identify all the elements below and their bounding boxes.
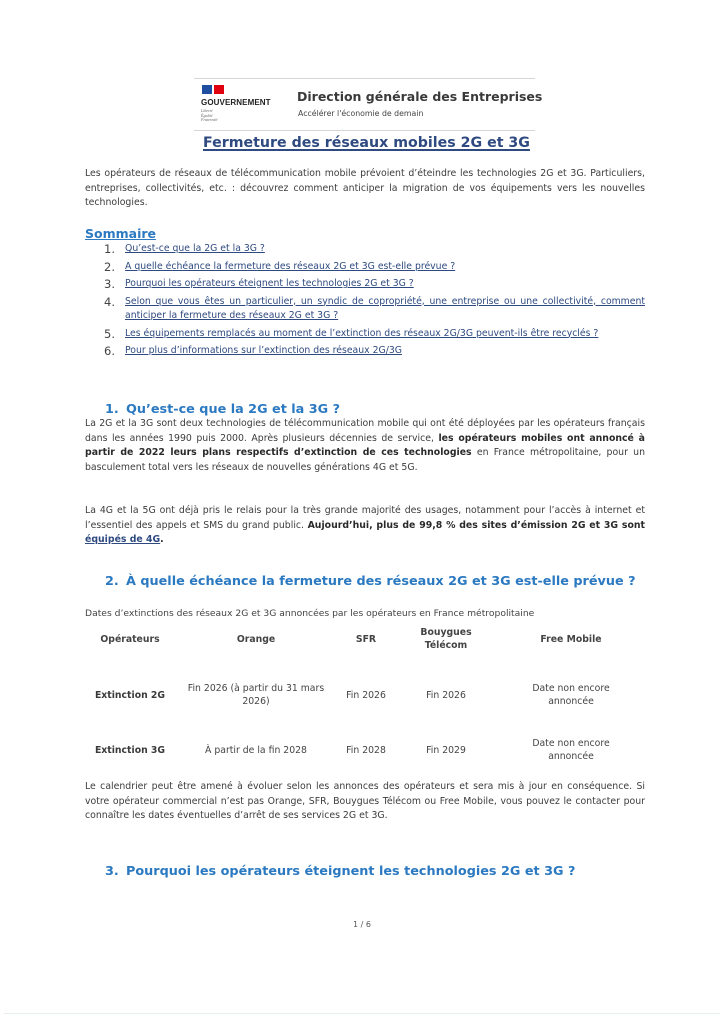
section-1-paragraph-2: La 4G et la 5G ont déjà pris le relais pour la très grande majorité des usages, notamment pour l’accès à internet et l’essentiel des appels et SMS du grand public. Aujourd’hui, plus de 99,8 % des sites d’émission 2G et 3G sont équipés de 4G. bbox=[85, 505, 646, 545]
header-cell: Bouygues Télécom bbox=[420, 627, 472, 651]
table-caption: Dates d’extinctions des réseaux 2G et 3G annoncées par les opérateurs en France métropolitaine bbox=[85, 608, 535, 619]
row-header-cell: Extinction 2G bbox=[94, 689, 166, 701]
page-bottom-rule bbox=[4, 1013, 720, 1014]
toc-link-6[interactable]: Pour plus d’informations sur l’extinction des réseaux 2G/3G bbox=[125, 345, 402, 356]
toc-item[interactable]: 1. Qu’est-ce que la 2G et la 3G ? bbox=[104, 242, 645, 257]
header-cell: Opérateurs bbox=[100, 633, 160, 645]
table-cell: À partir de la fin 2028 bbox=[205, 744, 307, 756]
intro-paragraph: Les opérateurs de réseaux de télécommunication mobile prévoient d’éteindre les technologies 2G et 3G. Particuliers, entreprises, collectivités, etc. : découvrez comment anticiper la migration de vos équipements vers les nouvelles technologies. bbox=[85, 168, 645, 208]
toc-link-2[interactable]: A quelle échéance la fermeture des réseaux 2G et 3G est-elle prévue ? bbox=[125, 260, 456, 272]
toc-item[interactable]: 4. Selon que vous êtes un particulier, un syndic de copropriété, une entreprise ou une collectivité, comment anticiper la fermeture des réseaux 2G et 3G ? bbox=[104, 295, 645, 324]
section-3-heading: 3. Pourquoi les opérateurs éteignent les technologies 2G et 3G ? bbox=[105, 864, 576, 879]
header-cell: Free Mobile bbox=[540, 633, 602, 645]
table-cell: Fin 2026 bbox=[426, 689, 466, 701]
table-of-contents bbox=[104, 242, 645, 362]
table-cell: Fin 2026 (à partir du 31 mars 2026) bbox=[187, 683, 325, 707]
header-cell: SFR bbox=[355, 633, 377, 645]
org-tagline: Accélérer l'économie de demain bbox=[298, 109, 424, 118]
table-cell: Fin 2028 bbox=[346, 744, 386, 756]
section-2-heading: 2. À quelle échéance la fermeture des réseaux 2G et 3G est-elle prévue ? bbox=[105, 574, 636, 589]
sommaire-heading: Sommaire bbox=[85, 226, 157, 241]
gov-label: GOUVERNEMENT bbox=[201, 98, 271, 107]
table-row bbox=[85, 654, 645, 726]
extinction-dates-table bbox=[85, 624, 645, 774]
header-top-rule bbox=[194, 78, 535, 79]
table-row bbox=[85, 726, 645, 774]
header-bottom-rule bbox=[194, 130, 535, 131]
calendar-note-paragraph: Le calendrier peut être amené à évoluer selon les annonces des opérateurs et sera mis à jour en conséquence. Si votre opérateur commercial n’est pas Orange, SFR, Bouygues Télécom ou Free Mobile, vous pouvez le contacter pour connaître les dates éventuelles d’arrêt de ses services 2G et 3G. bbox=[85, 781, 645, 821]
table-cell: Date non encore annoncée bbox=[532, 738, 610, 762]
toc-item[interactable]: 5. Les équipements remplacés au moment de l’extinction des réseaux 2G/3G peuvent-ils être recyclés ? bbox=[104, 327, 645, 342]
section-1-paragraph-1: La 2G et la 3G sont deux technologies de télécommunication mobile qui ont été déployées par les opérateurs français dans les années 1990 puis 2000. Après plusieurs décennies de service, les opérateurs mobiles ont annoncé à partir de 2022 leurs plans respectifs d’extinction de ces technologies en France métropolitaine, pour un basculement total vers les réseaux de nouvelles générations 4G et 5G. bbox=[85, 418, 645, 473]
section-1-heading: 1. Qu’est-ce que la 2G et la 3G ? bbox=[105, 402, 341, 417]
page-indicator: 1 / 6 bbox=[353, 920, 371, 929]
toc-link-3[interactable]: Pourquoi les opérateurs éteignent les technologies 2G et 3G ? bbox=[125, 278, 414, 289]
toc-link-1[interactable]: Qu’est-ce que la 2G et la 3G ? bbox=[125, 243, 265, 254]
header-cell: Orange bbox=[236, 633, 276, 645]
table-cell: Fin 2026 bbox=[346, 689, 386, 701]
toc-item[interactable]: 3. Pourquoi les opérateurs éteignent les technologies 2G et 3G ? bbox=[104, 277, 645, 292]
toc-link-4[interactable]: Selon que vous êtes un particulier, un syndic de copropriété, une entreprise ou une collectivité, comment anticiper la fermeture des réseaux 2G et 3G ? bbox=[125, 295, 645, 321]
toc-item[interactable]: 2. A quelle échéance la fermeture des réseaux 2G et 3G est-elle prévue ? bbox=[104, 260, 645, 275]
toc-item[interactable]: 6. Pour plus d’informations sur l’extinction des réseaux 2G/3G bbox=[104, 344, 645, 359]
government-logo bbox=[201, 85, 281, 123]
table-header-row bbox=[85, 624, 645, 654]
table-cell: Fin 2029 bbox=[426, 744, 466, 756]
equipes-4g-link[interactable]: équipés de 4G bbox=[85, 534, 161, 545]
gov-motto: Liberté Égalité Fraternité bbox=[201, 108, 218, 122]
row-header-cell: Extinction 3G bbox=[94, 744, 166, 756]
document-title: Fermeture des réseaux mobiles 2G et 3G bbox=[203, 135, 530, 151]
toc-link-5[interactable]: Les équipements remplacés au moment de l’extinction des réseaux 2G/3G peuvent-ils être recyclés ? bbox=[125, 327, 599, 339]
table-cell: Date non encore annoncée bbox=[532, 683, 610, 707]
french-flag-icon bbox=[202, 85, 224, 94]
org-name: Direction générale des Entreprises bbox=[297, 89, 543, 104]
